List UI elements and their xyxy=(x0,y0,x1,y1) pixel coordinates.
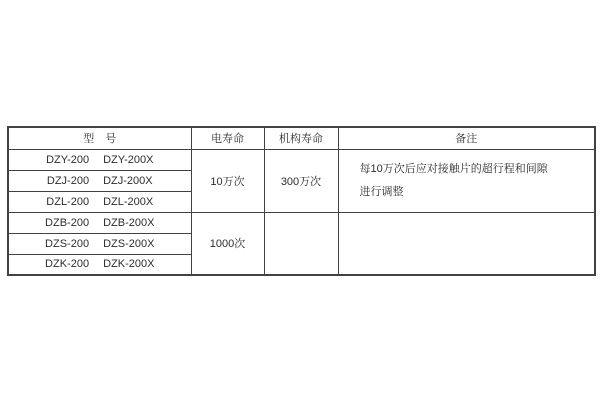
model-cell xyxy=(8,254,191,275)
electrical-life-bottom-cell: 1000次 xyxy=(191,212,264,275)
model-pair xyxy=(45,217,154,229)
electrical-life-top-cell: 10万次 xyxy=(191,149,264,212)
model-name-x: DZL-200X xyxy=(103,195,154,208)
model-pair xyxy=(45,238,154,250)
header-electrical-life: 电寿命 xyxy=(191,127,264,149)
table-row xyxy=(8,212,595,233)
model-name-x: DZJ-200X xyxy=(103,174,153,187)
spec-table xyxy=(7,126,596,276)
model-name-x: DZK-200X xyxy=(103,258,155,271)
model-pair xyxy=(47,175,153,187)
model-name: DZL-200 xyxy=(46,195,90,208)
header-model: 型 号 xyxy=(8,127,191,149)
mechanical-life-bottom-cell xyxy=(264,212,338,275)
model-pair xyxy=(45,258,154,270)
model-name: DZS-200 xyxy=(45,237,90,250)
model-name-x: DZB-200X xyxy=(103,216,155,229)
mechanical-life-top-cell: 300万次 xyxy=(264,149,338,212)
model-cell xyxy=(8,233,191,254)
table-row xyxy=(8,149,595,170)
remarks-bottom-cell xyxy=(338,212,595,275)
remarks-top-cell xyxy=(338,149,595,212)
model-cell xyxy=(8,212,191,233)
model-pair xyxy=(46,196,153,208)
model-name: DZY-200 xyxy=(46,153,90,166)
model-cell xyxy=(8,149,191,170)
remark-line-1: 每10万次后应对接触片的超行程和间隙 xyxy=(359,162,548,175)
model-cell xyxy=(8,191,191,212)
model-name: DZB-200 xyxy=(45,216,90,229)
header-remarks: 备注 xyxy=(338,127,595,149)
model-cell xyxy=(8,170,191,191)
model-name-x: DZS-200X xyxy=(103,237,155,250)
model-name-x: DZY-200X xyxy=(103,153,154,166)
header-row xyxy=(8,127,595,149)
header-mechanical-life: 机构寿命 xyxy=(264,127,338,149)
model-name: DZJ-200 xyxy=(46,174,90,187)
model-pair xyxy=(46,154,153,166)
model-name: DZK-200 xyxy=(45,258,90,271)
remark-line-2: 进行调整 xyxy=(359,185,404,198)
